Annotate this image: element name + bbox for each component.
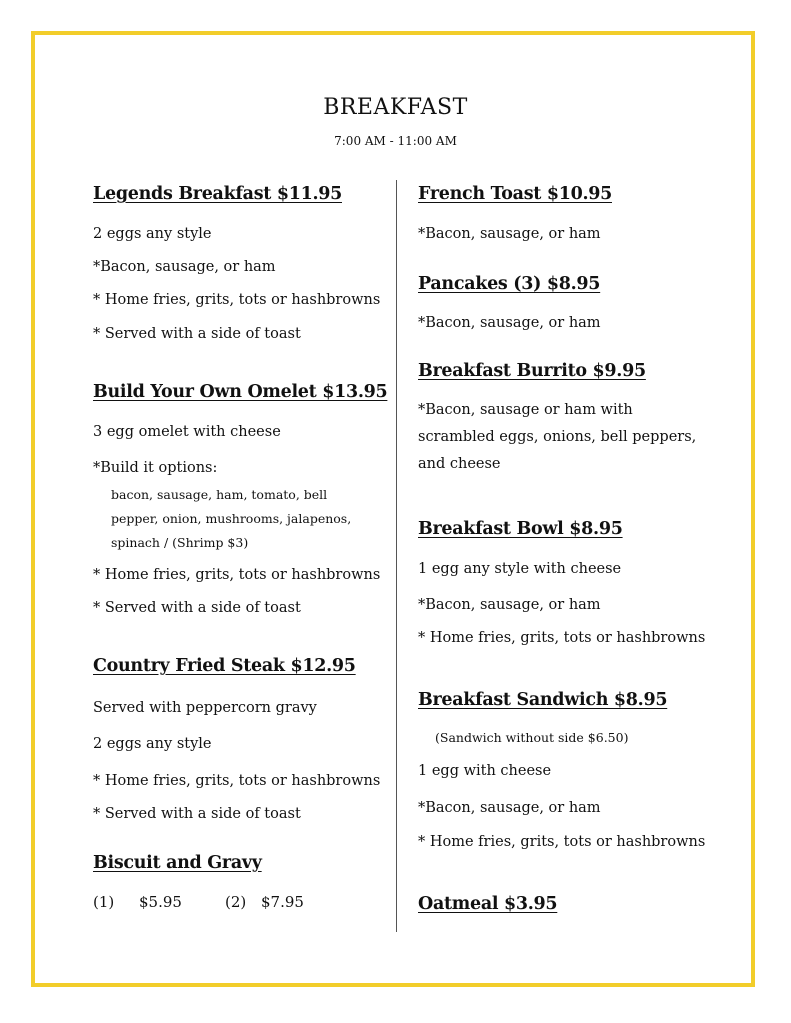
burrito-line: and cheese xyxy=(418,456,501,472)
legends-line: 2 eggs any style xyxy=(93,226,212,242)
omelet-line: * Served with a side of toast xyxy=(93,600,301,616)
omelet-option: pepper, onion, mushrooms, jalapenos, xyxy=(111,511,352,526)
bowl-line: * Home fries, grits, tots or hashbrowns xyxy=(418,630,706,646)
sandwich-heading: Breakfast Sandwich $8.95 xyxy=(418,690,668,710)
menu-title: BREAKFAST xyxy=(323,95,468,120)
omelet-line: * Home fries, grits, tots or hashbrowns xyxy=(93,567,381,583)
omelet-line: 3 egg omelet with cheese xyxy=(93,424,281,440)
sandwich-note: (Sandwich without side $6.50) xyxy=(435,730,629,745)
biscuit-qty-2: (2) xyxy=(225,893,247,911)
steak-line: Served with peppercorn gravy xyxy=(93,700,317,716)
burrito-heading: Breakfast Burrito $9.95 xyxy=(418,361,646,381)
pancakes-heading: Pancakes (3) $8.95 xyxy=(418,274,601,294)
biscuit-heading: Biscuit and Gravy xyxy=(93,853,262,873)
burrito-line: *Bacon, sausage or ham with xyxy=(418,402,633,418)
column-divider xyxy=(396,180,397,932)
legends-line: * Served with a side of toast xyxy=(93,326,301,342)
bowl-heading: Breakfast Bowl $8.95 xyxy=(418,519,623,539)
steak-line: * Served with a side of toast xyxy=(93,806,301,822)
omelet-options-label: *Build it options: xyxy=(93,460,218,476)
steak-line: 2 eggs any style xyxy=(93,736,212,752)
omelet-option: spinach / (Shrimp $3) xyxy=(111,535,249,550)
legends-line: *Bacon, sausage, or ham xyxy=(93,259,276,275)
french-toast-line: *Bacon, sausage, or ham xyxy=(418,226,601,242)
bowl-line: 1 egg any style with cheese xyxy=(418,561,622,577)
steak-heading: Country Fried Steak $12.95 xyxy=(93,656,356,676)
oatmeal-heading: Oatmeal $3.95 xyxy=(418,894,558,914)
sandwich-line: * Home fries, grits, tots or hashbrowns xyxy=(418,834,706,850)
omelet-heading: Build Your Own Omelet $13.95 xyxy=(93,382,388,402)
legends-line: * Home fries, grits, tots or hashbrowns xyxy=(93,292,381,308)
sandwich-line: 1 egg with cheese xyxy=(418,763,552,779)
bowl-line: *Bacon, sausage, or ham xyxy=(418,597,601,613)
sandwich-line: *Bacon, sausage, or ham xyxy=(418,800,601,816)
pancakes-line: *Bacon, sausage, or ham xyxy=(418,315,601,331)
biscuit-price-1: $5.95 xyxy=(139,893,182,911)
omelet-option: bacon, sausage, ham, tomato, bell xyxy=(111,487,328,502)
french-toast-heading: French Toast $10.95 xyxy=(418,184,612,204)
steak-line: * Home fries, grits, tots or hashbrowns xyxy=(93,773,381,789)
biscuit-qty-1: (1) xyxy=(93,893,115,911)
legends-heading: Legends Breakfast $11.95 xyxy=(93,184,342,204)
biscuit-price-2: $7.95 xyxy=(261,893,304,911)
burrito-line: scrambled eggs, onions, bell peppers, xyxy=(418,429,697,445)
menu-hours: 7:00 AM - 11:00 AM xyxy=(334,134,457,148)
